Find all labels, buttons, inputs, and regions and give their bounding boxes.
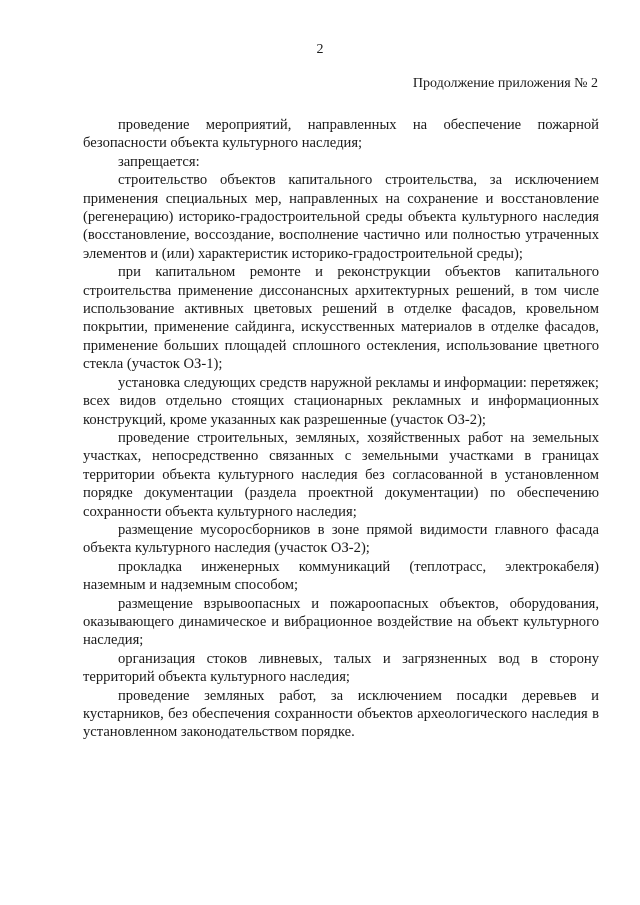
paragraph-hazardous-objects: размещение взрывоопасных и пожароопасных объектов, оборудования, оказывающего динамическое и вибрационное воздействие на объект культурного наследия; (83, 595, 599, 649)
paragraph-dissonant-solutions: при капитальном ремонте и реконструкции объектов капитального строительства применение диссонансных архитектурных решений, в том числе использование активных цветовых решений в отделке фасадов, кровельном покрытии, применение сайдинга, искусственных материалов в отделке фасадов, применение больших площадей сплошного остекления, использование цветного стекла (участок ОЗ-1); (83, 264, 599, 373)
paragraph-garbage-collectors: размещение мусоросборников в зоне прямой видимости главного фасада объекта культурного наследия (участок ОЗ-2); (83, 521, 599, 557)
paragraph-earthworks-without-approval: проведение строительных, земляных, хозяйственных работ на земельных участках, непосредственно связанных с земельными участками в границах территории объекта культурного наследия без согласованной в установленном порядке документации (раздела проектной документации) по обеспечению сохранности объекта культурного наследия; (83, 429, 599, 520)
paragraph-archaeology: проведение земляных работ, за исключением посадки деревьев и кустарников, без обеспечения сохранности объектов археологического наследия в установленном законодательством порядке. (83, 687, 599, 741)
paragraph-construction-ban: строительство объектов капитального строительства, за исключением применения специальных мер, направленных на сохранение и восстановление (регенерацию) историко-градостроительной среды объекта культурного наследия (восстановление, воссоздание, восполнение частично или полностью утраченных элементов и (или) характеристик историко-градостроительной среды); (83, 172, 599, 262)
paragraph-utility-lines: прокладка инженерных коммуникаций (теплотрасс, электрокабеля) наземным и надземным способом; (83, 558, 599, 594)
document-body (83, 116, 599, 742)
paragraph-outdoor-advertising: установка следующих средств наружной рекламы и информации: перетяжек; всех видов отдельно стоящих стационарных рекламных и информационных конструкций, кроме указанных как разрешенные (участок ОЗ-2); (83, 374, 599, 428)
appendix-continuation-note: Продолжение приложения № 2 (412, 76, 598, 91)
paragraph-fire-safety: проведение мероприятий, направленных на обеспечение пожарной безопасности объекта культурного наследия; (83, 117, 599, 152)
page-number: 2 (316, 42, 324, 57)
paragraph-prohibited-heading: запрещается: (118, 153, 200, 170)
paragraph-drainage: организация стоков ливневых, талых и загрязненных вод в сторону территорий объекта культурного наследия; (83, 650, 599, 686)
